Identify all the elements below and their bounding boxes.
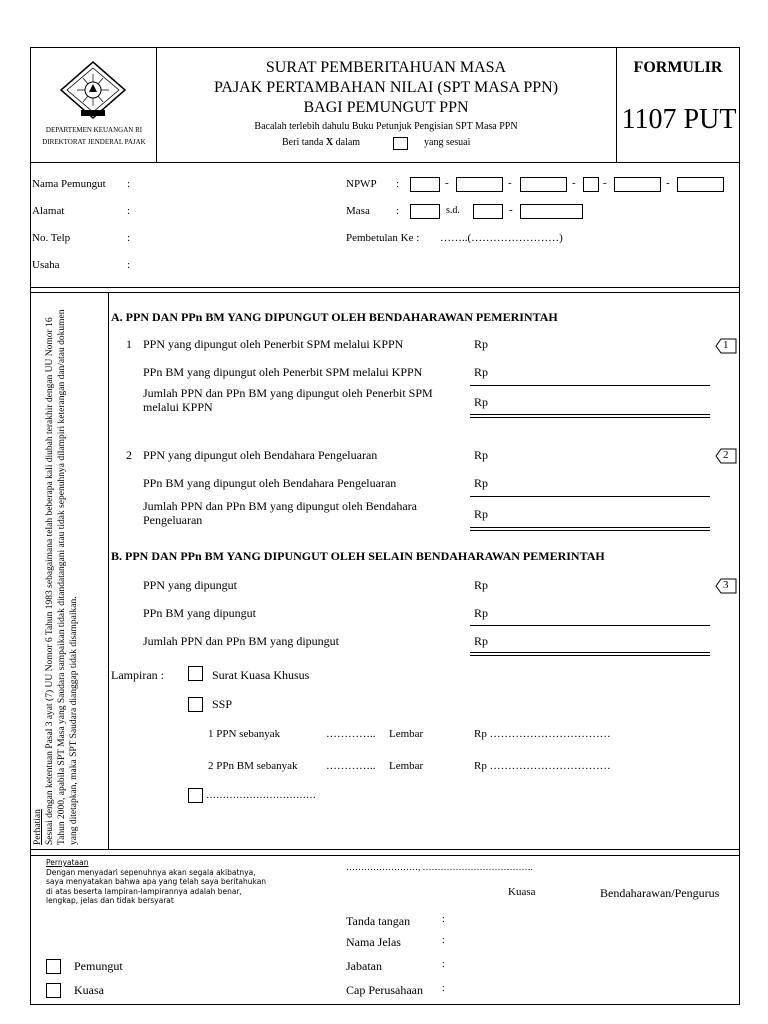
perhatian-panel	[32, 295, 106, 845]
telp-colon: :	[127, 232, 131, 244]
nama-colon: :	[127, 178, 131, 190]
b-item3-label: Jumlah PPN dan PPn BM yang dipungut	[143, 634, 340, 648]
a-item2b-rule	[470, 496, 710, 497]
masa-colon: :	[396, 205, 400, 217]
alamat-label: Alamat	[32, 205, 65, 217]
a-item2-label: PPN yang dipungut oleh Bendahara Pengeluaran	[143, 448, 378, 462]
a-item2c-label1: Jumlah PPN dan PPn BM yang dipungut oleh Bendahara	[143, 499, 417, 513]
pernyataan-title: Pernyataan	[46, 858, 89, 867]
npwp-field-5[interactable]	[614, 177, 661, 192]
b-item1-rp: Rp	[474, 578, 489, 592]
pembetulan-label: Pembetulan Ke :	[346, 232, 420, 244]
lampiran-checkbox-ssp[interactable]	[188, 697, 203, 712]
instruction-checkbox-sample	[393, 137, 408, 150]
masa-start-field[interactable]	[410, 204, 440, 219]
ssp-ppn-dots[interactable]: …………..	[326, 728, 376, 740]
masa-sd-label: s.d.	[446, 205, 460, 216]
b-item1-label: PPN yang dipungut	[143, 578, 238, 592]
a-item1-rp: Rp	[474, 337, 489, 351]
nama-pemungut-label: Nama Pemungut	[32, 178, 106, 190]
section-a-heading: A. PPN DAN PPn BM YANG DIPUNGUT OLEH BENDAHARAWAN PEMERINTAH	[111, 310, 558, 324]
jabatan-label: Jabatan	[346, 959, 382, 973]
nama-jelas-label: Nama Jelas	[346, 935, 401, 949]
nama-jelas-colon: :	[442, 935, 445, 946]
a-item1b-rp: Rp	[474, 365, 489, 379]
ssp-ppn-lembar: Lembar	[389, 728, 424, 740]
form-title-line1: SURAT PEMBERITAHUAN MASA	[265, 59, 507, 76]
instruction-post: yang sesuai	[424, 137, 471, 148]
marker-1-label: 1	[723, 339, 729, 351]
kuasa-checkbox[interactable]	[46, 983, 61, 998]
masa-dash: -	[509, 204, 513, 216]
perhatian-title: Perhatian	[33, 809, 43, 845]
a-item2c-label2: Pengeluaran	[143, 513, 203, 527]
org-name-line2: DIREKTORAT JENDERAL PAJAK	[42, 138, 146, 146]
lampiran-checkbox-other[interactable]	[188, 788, 203, 803]
a-item2-rp: Rp	[474, 448, 489, 462]
signature-kuasa-col: Kuasa	[508, 886, 536, 898]
instruction-line2	[282, 137, 360, 148]
npwp-dash-5: -	[666, 177, 670, 189]
lampiran-checkbox-skk[interactable]	[188, 666, 203, 681]
pernyataan-line4: lengkap, jelas dan tidak bersyarat	[46, 896, 174, 905]
kuasa-label: Kuasa	[74, 983, 104, 997]
main-top-rule	[30, 292, 740, 293]
a-item1-label: PPN yang dipungut oleh Penerbit SPM melalui KPPN	[143, 337, 404, 351]
ssp-ppn-label: 1 PPN sebanyak	[208, 728, 281, 740]
pernyataan-line2: saya menyatakan bahwa apa yang telah saya beritahukan	[46, 877, 267, 886]
lampiran-other-dots[interactable]: ……………………………	[206, 790, 316, 801]
a-item1b-rule	[470, 385, 710, 386]
marker-3-label: 3	[723, 579, 729, 591]
form-title-line3: BAGI PEMUNGUT PPN	[303, 99, 469, 116]
pemungut-checkbox[interactable]	[46, 959, 61, 974]
instruction-pre: Beri tanda	[282, 137, 324, 148]
npwp-field-1[interactable]	[410, 177, 440, 192]
tanda-tangan-label: Tanda tangan	[346, 914, 411, 928]
pernyataan-line3: di atas beserta lampiran-lampirannya adalah benar,	[46, 886, 242, 896]
a-item1c-rp: Rp	[474, 395, 489, 409]
form-title-line2: PAJAK PERTAMBAHAN NILAI (SPT MASA PPN)	[213, 79, 559, 96]
usaha-label: Usaha	[32, 259, 60, 271]
a-item2b-label: PPn BM yang dipungut oleh Bendahara Pengeluaran	[143, 476, 397, 490]
lampiran-ssp-label: SSP	[212, 697, 233, 711]
usaha-colon: :	[127, 259, 131, 271]
b-item2-label: PPn BM yang dipungut	[143, 606, 257, 620]
lampiran-skk-label: Surat Kuasa Khusus	[212, 668, 310, 682]
form-number: 1107 PUT	[621, 104, 737, 135]
npwp-colon: :	[396, 178, 400, 190]
ssp-ppnbm-lembar: Lembar	[389, 760, 424, 772]
ssp-ppnbm-label: 2 PPn BM sebanyak	[208, 760, 298, 772]
alamat-colon: :	[127, 205, 131, 217]
npwp-dash-3: -	[572, 177, 576, 189]
cap-perusahaan-label: Cap Perusahaan	[346, 983, 423, 997]
instruction-mid: dalam	[335, 137, 361, 148]
instruction-x: X	[325, 137, 334, 148]
perhatian-divider	[108, 292, 109, 850]
npwp-field-3[interactable]	[520, 177, 567, 192]
a-item1-no: 1	[126, 337, 132, 351]
a-item2b-rp: Rp	[474, 476, 489, 490]
a-item2c-total-rule	[470, 527, 710, 531]
a-item2c-rp: Rp	[474, 507, 489, 521]
npwp-field-2[interactable]	[456, 177, 503, 192]
telp-label: No. Telp	[32, 232, 71, 244]
signature-bendahara-col: Bendaharawan/Pengurus	[600, 886, 720, 900]
b-item2-rp: Rp	[474, 606, 489, 620]
ssp-ppn-rp[interactable]: Rp ……………………………	[474, 728, 611, 740]
npwp-dash-2: -	[508, 177, 512, 189]
header-divider-left	[156, 47, 157, 163]
formulir-label: FORMULIR	[633, 59, 723, 76]
signature-date-line[interactable]: ……………………, ……………………………….	[346, 862, 533, 872]
jabatan-colon: :	[442, 959, 445, 970]
pembetulan-value[interactable]: ……..(……………………)	[440, 232, 563, 244]
org-name-line1: DEPARTEMEN KEUANGAN RI	[45, 126, 143, 134]
a-item1c-label1: Jumlah PPN dan PPn BM yang dipungut oleh Penerbit SPM	[143, 386, 433, 400]
pemungut-label: Pemungut	[74, 959, 123, 973]
section-b-heading: B. PPN DAN PPn BM YANG DIPUNGUT OLEH SELAIN BENDAHARAWAN PEMERINTAH	[111, 549, 605, 563]
ministry-logo	[57, 60, 129, 122]
tanda-tangan-colon: :	[442, 914, 445, 925]
masa-end-field[interactable]	[473, 204, 503, 219]
b-item3-total-rule	[470, 652, 710, 656]
npwp-dash-1: -	[445, 177, 449, 189]
a-item1b-label: PPn BM yang dipungut oleh Penerbit SPM melalui KPPN	[143, 365, 423, 379]
marker-2	[715, 448, 737, 464]
pernyataan-block	[46, 858, 266, 906]
b-item3-rp: Rp	[474, 634, 489, 648]
marker-2-label: 2	[723, 449, 729, 461]
marker-3	[715, 578, 737, 594]
marker-1	[715, 338, 737, 354]
cap-perusahaan-colon: :	[442, 983, 445, 994]
perhatian-text: Sesuai dengan ketentuan Pasal 3 ayat (7) UU Nomor 6 Tahun 1983 sebagaimana telah beberapa kali diubah terakhir dengan UU Nomor 16 Tahun 2000, apabila SPT Masa yang Saudara sampaikan tidak ditandatangani atau tidak sepenuhnya dilampiri keterangan dan/atau dokumen yang ditetapkan, maka SPT Saudara dianggap tidak disampaikan.	[45, 309, 79, 845]
npwp-label: NPWP	[346, 178, 377, 190]
bottom-top-rule	[30, 855, 740, 856]
npwp-field-6[interactable]	[677, 177, 724, 192]
b-item2-rule	[470, 625, 710, 626]
a-item1c-label2: melalui KPPN	[143, 400, 213, 414]
pernyataan-line1: Dengan menyadari sepenuhnya akan segala akibatnya,	[46, 867, 256, 877]
instruction-line1: Bacalah terlebih dahulu Buku Petunjuk Pengisian SPT Masa PPN	[254, 121, 518, 132]
a-item1c-total-rule	[470, 414, 710, 418]
npwp-dash-4: -	[603, 177, 607, 189]
ssp-ppnbm-dots[interactable]: …………..	[326, 760, 376, 772]
masa-label: Masa	[346, 205, 370, 217]
npwp-field-4[interactable]	[583, 177, 599, 192]
masa-year-field[interactable]	[520, 204, 583, 219]
lampiran-label: Lampiran :	[111, 668, 164, 682]
a-item2-no: 2	[126, 448, 132, 462]
ssp-ppnbm-rp[interactable]: Rp ……………………………	[474, 760, 611, 772]
